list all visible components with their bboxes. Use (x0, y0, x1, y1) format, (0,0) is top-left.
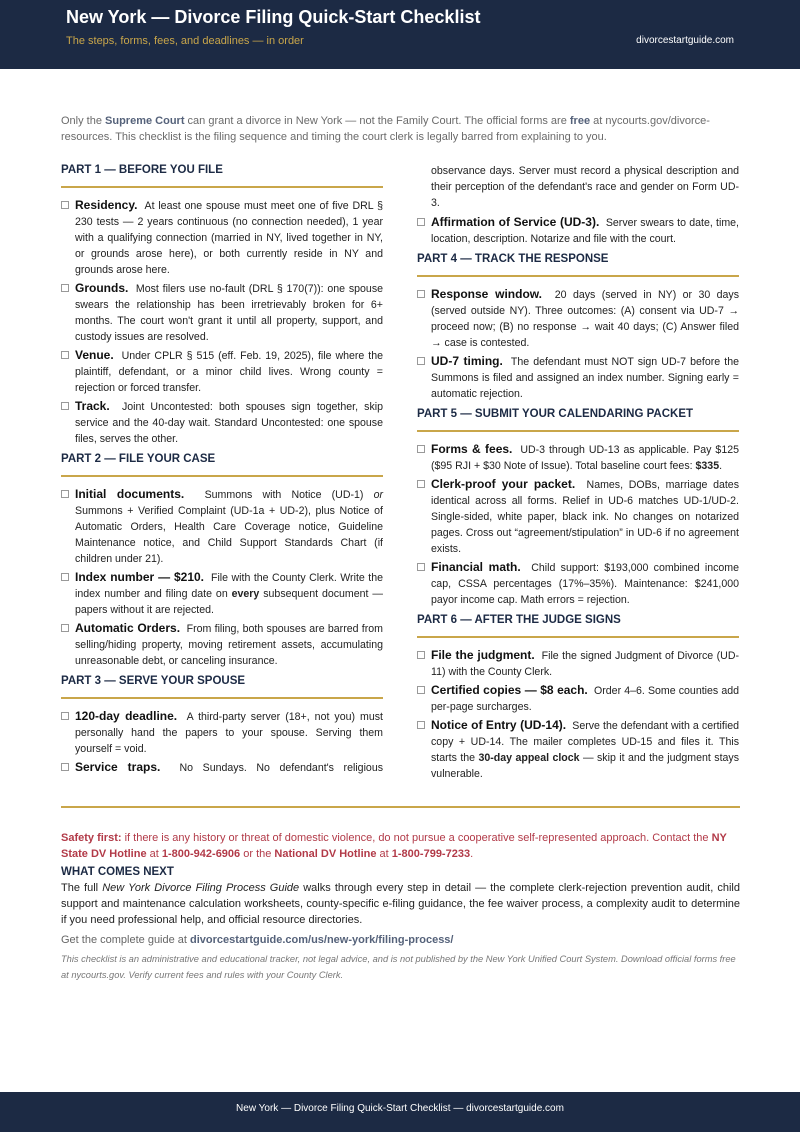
checklist-item-track: Track. Joint Uncontested: both spouses sign together, skip service and the 40-day wait. Standard Uncontested: one spouse files, serves the other. (61, 398, 383, 447)
part-5-rule (417, 430, 739, 432)
part-1-heading: PART 1 — BEFORE YOU FILE (61, 164, 223, 176)
part-3-rule (61, 697, 383, 699)
page-subtitle: The steps, forms, fees, and deadlines — in order (66, 35, 304, 47)
checklist-item-certified-copies: Certified copies — $8 each. Order 4–6. Some counties add per-page surcharges. (417, 682, 739, 715)
section-divider (61, 806, 740, 808)
checklist-item-initial-documents: Initial documents. Summons with Notice (UD-1) or Summons + Verified Complaint (UD-1a + UD-2), plus Notice of Automatic Orders, Health Care Coverage notice, Guideline Maintenance notice, and Child Support Standards Chart (if children under 21). (61, 486, 383, 567)
checklist-item-residency: Residency. At least one spouse must meet one of five DRL § 230 tests — 2 years continuous (no connection needed), 1 year with a qualifying connection (married in NY, lived together in NY, or grounds arose here), or both currently reside in NY and grounds arose here. (61, 197, 383, 278)
checkbox[interactable] (61, 201, 69, 209)
checkbox[interactable] (417, 218, 425, 226)
checklist-item-response-window: Response window. 20 days (served in NY) or 30 days (served outside NY). Three outcomes: (A) consent via UD-7 → proceed now; (B) no response → wait 40 days; (C) Answer filed → case is contested. (417, 286, 739, 351)
bottom-section (61, 830, 740, 983)
part-6-heading: PART 6 — AFTER THE JUDGE SIGNS (417, 614, 621, 626)
checkbox[interactable] (61, 712, 69, 720)
part-4-rule (417, 275, 739, 277)
footer-bar: New York — Divorce Filing Quick-Start Checklist — divorcestartguide.com (0, 1092, 800, 1132)
checkbox[interactable] (61, 573, 69, 581)
national-dv-hotline: National DV Hotline (274, 848, 377, 860)
checkbox[interactable] (61, 402, 69, 410)
checkbox[interactable] (417, 480, 425, 488)
checkbox[interactable] (61, 284, 69, 292)
header-bar (0, 0, 800, 69)
right-column (417, 162, 739, 784)
guide-link-line: Get the complete guide at divorcestartguide.com/us/new-york/filing-process/ (61, 934, 454, 946)
part-4-heading: PART 4 — TRACK THE RESPONSE (417, 253, 609, 265)
checklist-item-120-day-deadline: 120-day deadline. A third-party server (18+, not you) must personally hand the papers to your spouse. Serving them yourself = void. (61, 708, 383, 757)
supreme-court-emphasis: Supreme Court (105, 115, 185, 127)
checkbox[interactable] (417, 445, 425, 453)
checkbox[interactable] (61, 490, 69, 498)
free-emphasis: free (569, 115, 591, 127)
checkbox[interactable] (417, 721, 425, 729)
checklist-item-automatic-orders: Automatic Orders. From filing, both spouses are barred from selling/hiding property, moving retirement assets, accumulating unreasonable debt, or canceling insurance. (61, 620, 383, 669)
header-site-link[interactable]: divorcestartguide.com (636, 35, 734, 46)
checklist-item-file-judgment: File the judgment. File the signed Judgment of Divorce (UD-11) with the County Clerk. (417, 647, 739, 680)
checkbox[interactable] (417, 290, 425, 298)
part-2-heading: PART 2 — FILE YOUR CASE (61, 453, 216, 465)
checklist-item-grounds: Grounds. Most filers use no-fault (DRL § 170(7)): one spouse swears the relationship has been irretrievably broken for 6+ months. The court won't grant it until all property, support, and custody issues are resolved. (61, 280, 383, 345)
guide-url-link[interactable]: divorcestartguide.com/us/new-york/filing-process/ (190, 934, 454, 946)
checkbox[interactable] (61, 351, 69, 359)
part-2-rule (61, 475, 383, 477)
checklist-item-service-traps-continued: observance days. Server must record a physical description and their perception of the defendant's race and gender on Form UD-3. (431, 165, 739, 209)
checklist-item-clerk-proof-packet: Clerk-proof your packet. Names, DOBs, marriage dates identical across all forms. Relief in UD-6 matches UD-1/UD-2. Single-sided, white paper, black ink. No changes on notarized pages. Cross out “agreement/stipulation” in UD-6 if no agreement exists. (417, 476, 739, 557)
checkbox[interactable] (417, 357, 425, 365)
checklist-item-index-number: Index number — $210. File with the County Clerk. Write the index number and filing date on every subsequent document — papers without it are rejected. (61, 569, 383, 618)
part-3-heading: PART 3 — SERVE YOUR SPOUSE (61, 675, 246, 687)
part-1-rule (61, 186, 383, 188)
part-6-rule (417, 636, 739, 638)
checklist-item-service-traps: Service traps. No Sundays. No defendant's religious (61, 759, 383, 777)
ny-dv-phone[interactable]: 1-800-942-6906 (161, 848, 241, 860)
checkbox[interactable] (417, 651, 425, 659)
checklist-item-forms-and-fees: Forms & fees. UD-3 through UD-13 as applicable. Pay $125 ($95 RJI + $30 Note of Issue). Total baseline court fees: $335. (417, 441, 739, 474)
part-5-heading: PART 5 — SUBMIT YOUR CALENDARING PACKET (417, 408, 694, 420)
checklist-item-notice-of-entry: Notice of Entry (UD-14). Serve the defendant with a certified copy + UD-14. The mailer completes UD-15 and files it. This starts the 30-day appeal clock — skip it and the judgment stays vulnerable. (417, 717, 739, 782)
what-comes-next-paragraph: The full New York Divorce Filing Process Guide walks through every step in detail — the complete clerk-rejection prevention audit, child support and maintenance calculation worksheets, county-specific e-filing guidance, the fee waiver process, a complexity audit to determine if you need professional help, and official resource directories. (61, 882, 740, 926)
national-dv-phone[interactable]: 1-800-799-7233 (391, 848, 471, 860)
disclaimer: This checklist is an administrative and educational tracker, not legal advice, and is not published by the New York Unified Court System. Download official forms free at nycourts.gov. Verify current fees and rules with your County Clerk. (61, 954, 736, 980)
checkbox[interactable] (61, 763, 69, 771)
checklist-item-venue: Venue. Under CPLR § 515 (eff. Feb. 19, 2025), file where the plaintiff, defendant, or a minor child lives. Wrong county = rejection or forced transfer. (61, 347, 383, 396)
what-comes-next-heading: WHAT COMES NEXT (61, 866, 174, 878)
intro-paragraph: Only the Supreme Court can grant a divorce in New York — not the Family Court. The official forms are free at nycourts.gov/divorce-resources. This checklist is the filing sequence and timing the court clerk is legally barred from explaining to you. (61, 115, 710, 143)
checklist-item-financial-math: Financial math. Child support: $193,000 combined income cap, CSSA percentages (17%–35%). Maintenance: $241,000 payor income cap. Math errors = rejection. (417, 559, 739, 608)
checkbox[interactable] (61, 624, 69, 632)
checklist-item-ud7-timing: UD-7 timing. The defendant must NOT sign UD-7 before the Summons is filed and assigned an index number. Signing early = automatic rejection. (417, 353, 739, 402)
checkbox[interactable] (417, 686, 425, 694)
checkbox[interactable] (417, 563, 425, 571)
left-column (61, 162, 383, 779)
checklist-item-affirmation-of-service: Affirmation of Service (UD-3). Server swears to date, time, location, description. Notarize and file with the court. (417, 214, 739, 247)
ny-dv-hotline: NY State DV Hotline (61, 832, 727, 860)
safety-notice: Safety first: if there is any history or threat of domestic violence, do not pursue a cooperative self-represented approach. Contact the NY State DV Hotline at 1-800-942-6906 or the National DV Hotline at 1-800-799-7233. (61, 832, 727, 860)
page-title: New York — Divorce Filing Quick-Start Checklist (66, 7, 481, 27)
